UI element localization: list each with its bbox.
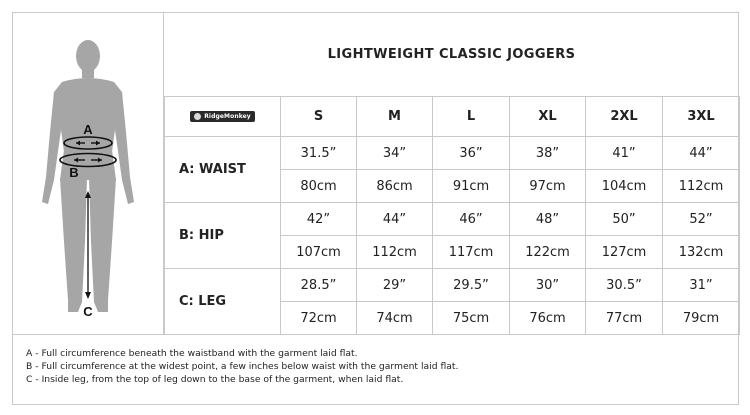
figure-column [12,12,164,334]
hip-cm-xl: 122cm [510,236,586,269]
row-label-leg: C: LEG [165,269,281,335]
waist-inch-2xl: 41” [586,137,663,170]
waist-inch-s: 31.5” [281,137,357,170]
hip-inch-xl: 48” [510,203,586,236]
size-header-s: S [281,97,357,137]
waist-cm-m: 86cm [357,170,433,203]
hip-cm-s: 107cm [281,236,357,269]
figure-label-a: A [83,122,93,137]
hip-inches-row [165,203,740,236]
leg-cm-3xl: 79cm [663,302,740,335]
body-figure-illustration [12,12,162,332]
leg-inch-xl: 30” [510,269,586,302]
leg-inch-m: 29” [357,269,433,302]
measurement-notes [12,334,739,405]
size-header-xl: XL [510,97,586,137]
note-c: C - Inside leg, from the top of leg down to the base of the garment, when laid flat. [26,374,404,385]
size-header-3xl: 3XL [663,97,740,137]
leg-cm-xl: 76cm [510,302,586,335]
size-table [164,96,740,335]
hip-cm-m: 112cm [357,236,433,269]
hip-cm-3xl: 132cm [663,236,740,269]
hip-inch-l: 46” [433,203,510,236]
leg-inch-2xl: 30.5” [586,269,663,302]
note-b: B - Full circumference at the widest point, a few inches below waist with the garment laid flat. [26,361,459,372]
figure-label-b: B [69,165,79,180]
leg-cm-s: 72cm [281,302,357,335]
waist-cm-3xl: 112cm [663,170,740,203]
brand-name: RidgeMonkey [204,113,251,120]
size-header-row [165,97,740,137]
row-label-waist: A: WAIST [165,137,281,203]
waist-cm-l: 91cm [433,170,510,203]
leg-inch-s: 28.5” [281,269,357,302]
hip-inch-2xl: 50” [586,203,663,236]
row-label-hip: B: HIP [165,203,281,269]
hip-inch-3xl: 52” [663,203,740,236]
waist-inch-m: 34” [357,137,433,170]
waist-cm-xl: 97cm [510,170,586,203]
size-header-m: M [357,97,433,137]
brand-badge-icon [194,113,201,120]
leg-inch-3xl: 31” [663,269,740,302]
hip-cm-l: 117cm [433,236,510,269]
leg-inch-l: 29.5” [433,269,510,302]
leg-inches-row [165,269,740,302]
brand-logo [190,111,255,122]
waist-inch-l: 36” [433,137,510,170]
size-header-l: L [433,97,510,137]
leg-cm-m: 74cm [357,302,433,335]
leg-cm-l: 75cm [433,302,510,335]
hip-cm-2xl: 127cm [586,236,663,269]
waist-inch-3xl: 44” [663,137,740,170]
waist-inch-xl: 38” [510,137,586,170]
waist-inches-row [165,137,740,170]
waist-cm-2xl: 104cm [586,170,663,203]
leg-cm-2xl: 77cm [586,302,663,335]
chart-title: LIGHTWEIGHT CLASSIC JOGGERS [327,46,576,62]
waist-cm-s: 80cm [281,170,357,203]
figure-label-c: C [83,304,93,319]
brand-cell [165,97,281,137]
hip-inch-m: 44” [357,203,433,236]
size-header-2xl: 2XL [586,97,663,137]
hip-inch-s: 42” [281,203,357,236]
note-a: A - Full circumference beneath the waistband with the garment laid flat. [26,348,358,359]
